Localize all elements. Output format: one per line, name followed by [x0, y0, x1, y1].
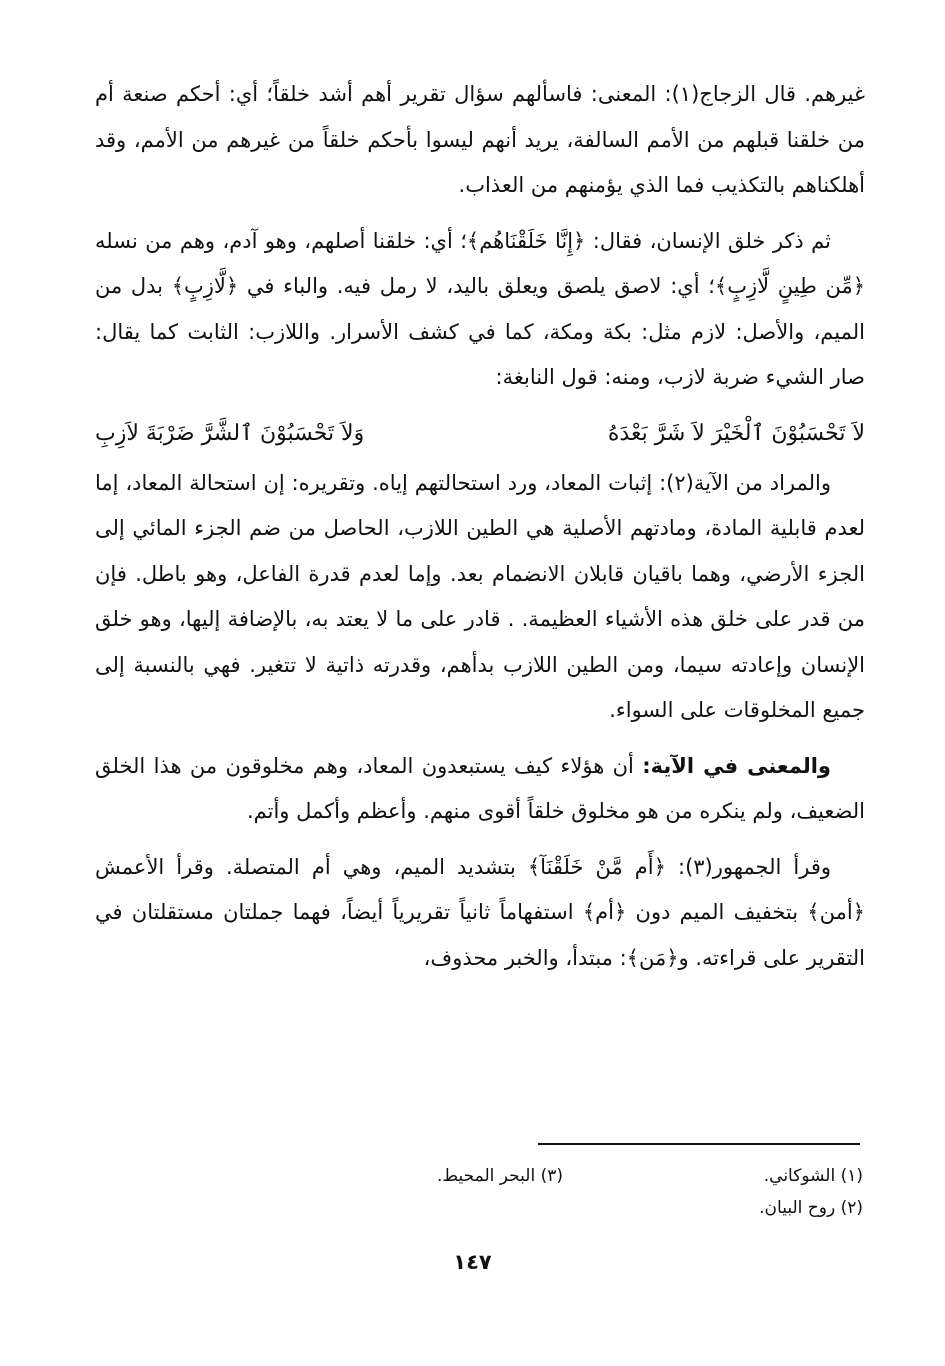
footnote-2: (٢) روح البيان. [759, 1198, 863, 1218]
paragraph-1 [95, 72, 865, 209]
paragraph-4-text: أن هؤلاء كيف يستبعدون المعاد، وهم مخلوقون من هذا الخلق الضعيف، ولم ينكره من هو مخلوق خلقاً أقوى منهم. وأعظم وأكمل وأتم. [95, 753, 865, 823]
paragraph-4-lead: والمعنى في الآية: [642, 753, 831, 778]
poem-verse [95, 411, 865, 457]
footnote-3: (٣) البحر المحيط. [437, 1166, 563, 1186]
paragraph-2 [95, 219, 865, 401]
paragraph-4 [95, 744, 865, 835]
poem-right-hemistich: لاَ تَحْسَبُوْنَ ٱلْخَيْرَ لاَ شَرَّ بَعْدَهُ [607, 420, 865, 446]
footnote-row-1 [93, 1160, 863, 1192]
paragraph-4-body [95, 744, 865, 835]
paragraph-5-text: وقرأ الجمهور(٣): ﴿أَم مَّنْ خَلَقْنَآ﴾ بتشديد الميم، وهي أم المتصلة. وقرأ الأعمش ﴿أمن﴾ بتخفيف الميم دون ﴿أم﴾ استفهاماً ثانياً تقريرياً أيضاً، فهما جملتان مستقلتان في التقرير على قراءته. و﴿مَن﴾: مبتدأ، والخبر محذوف، [95, 854, 865, 970]
paragraph-2-text: ثم ذكر خلق الإنسان، فقال: ﴿إِنَّا خَلَقْنَاهُم﴾؛ أي: خلقنا أصلهم، وهو آدم، وهم من نسله ﴿مِّن طِينٍ لَّازِبٍ﴾؛ أي: لاصق يلصق ويعلق باليد، لا رمل فيه. والباء في ﴿لَّازِبٍ﴾ بدل من الميم، والأصل: لازم مثل: بكة ومكة، كما في كشف الأسرار. واللازب: الثابت كما يقال: صار الشيء ضربة لازب، ومنه: قول النابغة: [95, 228, 865, 389]
paragraph-3 [95, 461, 865, 734]
footnote-row-2 [93, 1192, 863, 1224]
footnote-divider [538, 1143, 860, 1145]
page-number: ١٤٧ [453, 1250, 492, 1274]
paragraph-1-text: غيرهم. قال الزجاج(١): المعنى: فاسألهم سؤال تقرير أهم أشد خلقاً؛ أي: أحكم صنعة أم من خلقنا قبلهم من الأمم السالفة، يريد أنهم ليسوا بأحكم خلقاً من غيرهم من الأمم، وقد أهلكناهم بالتكذيب فما الذي يؤمنهم من العذاب. [95, 82, 865, 197]
poem-left-hemistich: وَلاَ تَحْسَبُوْنَ ٱلشَّرَّ ضَرْبَةَ لاَزِبِ [95, 420, 365, 446]
footnote-1: (١) الشوكاني. [763, 1166, 863, 1186]
paragraph-3-text: والمراد من الآية(٢): إثبات المعاد، ورد استحالتهم إياه. وتقريره: إن استحالة المعاد، إما لعدم قابلية المادة، ومادتهم الأصلية هي الطين اللازب، الحاصل من ضم الجزء المائي إلى الجزء الأرضي، وهما باقيان قابلان الانضمام بعد. وإما لعدم قدرة الفاعل، وهو باطل. فإن من قدر على خلق هذه الأشياء العظيمة. . قادر على ما لا يعتد به، بالإضافة إليها، وهو خلق الإنسان وإعادته سيما، ومن الطين اللازب بدأهم، وقدرته ذاتية لا تتغير. فهي بالنسبة إلى جميع المخلوقات على السواء. [95, 470, 865, 722]
paragraph-5 [95, 845, 865, 982]
footnotes [93, 1160, 863, 1224]
page-body [95, 72, 865, 991]
